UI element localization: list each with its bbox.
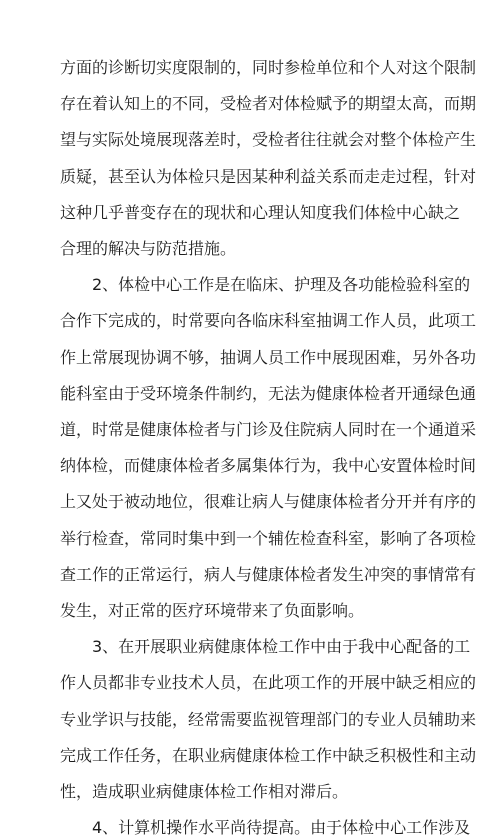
text-line: 能科室由于受环境条件制约，无法为健康体检者开通绿色通 <box>60 384 477 403</box>
text-line: 举行检查，常同时集中到一个辅佐检查科室，影响了各项检 <box>60 529 477 548</box>
text-line: 道，时常是健康体检者与门诊及住院病人同时在一个通道采 <box>60 420 477 439</box>
text-line: 发生，对正常的医疗环境带来了负面影响。 <box>60 601 365 620</box>
text-line: 合作下完成的，时常要向各临床科室抽调工作人员，此项工 <box>60 311 477 330</box>
text-line: 质疑，甚至认为体检只是因某种利益关系而走走过程，针对 <box>60 167 477 186</box>
text-line: 合理的解决与防范措施。 <box>60 239 237 258</box>
text-line: 作上常展现协调不够，抽调人员工作中展现困难，另外各功 <box>60 348 477 367</box>
text-line: 3、在开展职业病健康体检工作中由于我中心配备的工 <box>92 637 471 656</box>
text-line: 上又处于被动地位，很难让病人与健康体检者分开并有序的 <box>60 492 477 511</box>
text-line: 这种几乎普变存在的现状和心理认知度我们体检中心缺之 <box>60 203 461 222</box>
text-line: 存在着认知上的不同，受检者对体检赋予的期望太高，而期 <box>60 94 477 113</box>
text-line: 2、体检中心工作是在临床、护理及各功能检验科室的 <box>92 275 471 294</box>
text-line: 作人员都非专业技术人员，在此项工作的开展中缺乏相应的 <box>60 673 477 692</box>
text-line: 方面的诊断切实度限制的，同时参检单位和个人对这个限制 <box>60 58 477 77</box>
text-line: 性，造成职业病健康体检工作相对滞后。 <box>60 782 349 801</box>
text-line: 纳体检，而健康体检者多属集体行为，我中心安置体检时间 <box>60 456 477 475</box>
text-line: 完成工作任务，在职业病健康体检工作中缺乏积极性和主动 <box>60 746 477 765</box>
text-line: 望与实际处境展现落差时，受检者往往就会对整个体检产生 <box>60 130 477 149</box>
text-line: 4、计算机操作水平尚待提高。由于体检中心工作涉及 <box>92 818 471 837</box>
text-line: 查工作的正常运行，病人与健康体检者发生冲突的事情常有 <box>60 565 477 584</box>
text-line: 专业学识与技能，经常需要监视管理部门的专业人员辅助来 <box>60 710 477 729</box>
